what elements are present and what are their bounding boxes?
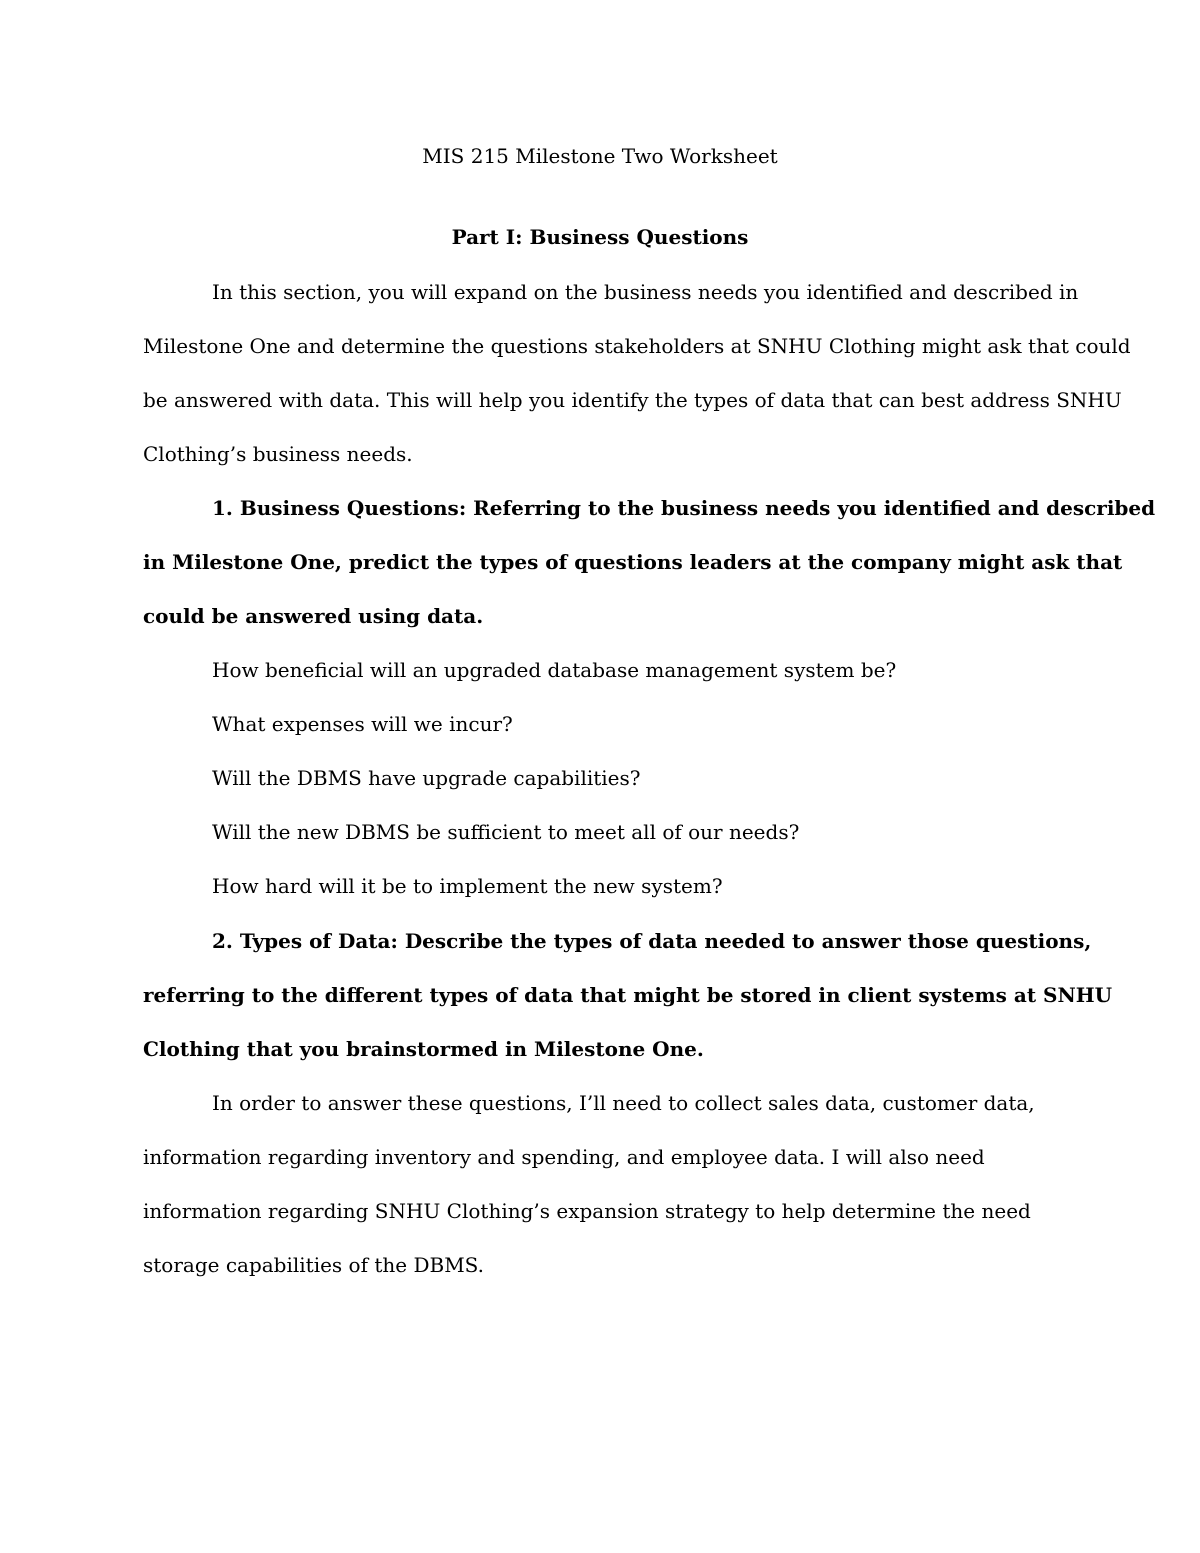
question-1-answer: How beneficial will an upgraded database management system be? — [212, 658, 897, 682]
question-1-answer: How hard will it be to implement the new system? — [212, 874, 723, 898]
question-1-answer: Will the DBMS have upgrade capabilities? — [212, 766, 641, 790]
question-1-answer: What expenses will we incur? — [212, 712, 513, 736]
question-2-prompt-line: referring to the different types of data that might be stored in client systems at SNHU — [143, 983, 1113, 1007]
document-title: MIS 215 Milestone Two Worksheet — [422, 144, 778, 168]
question-1-prompt-line: 1. Business Questions: Referring to the business needs you identified and described — [212, 496, 1156, 520]
question-2-prompt-line: 2. Types of Data: Describe the types of data needed to answer those questions, — [212, 929, 1092, 953]
part-heading: Part I: Business Questions — [451, 225, 749, 249]
question-2-answer-line: In order to answer these questions, I’ll need to collect sales data, customer data, — [212, 1091, 1035, 1115]
question-2-answer-line: storage capabilities of the DBMS. — [143, 1253, 485, 1277]
intro-line: Milestone One and determine the questions stakeholders at SNHU Clothing might ask that could — [143, 334, 1131, 358]
intro-line: be answered with data. This will help you identify the types of data that can best address SNHU — [143, 388, 1122, 412]
intro-line: Clothing’s business needs. — [143, 442, 413, 466]
question-2-prompt-line: Clothing that you brainstormed in Milestone One. — [143, 1037, 704, 1061]
question-2-answer-line: information regarding SNHU Clothing’s expansion strategy to help determine the need — [143, 1199, 1031, 1223]
question-1-prompt-line: in Milestone One, predict the types of questions leaders at the company might ask that — [143, 550, 1123, 574]
intro-line: In this section, you will expand on the business needs you identified and described in — [212, 280, 1079, 304]
question-2-answer-line: information regarding inventory and spending, and employee data. I will also need — [143, 1145, 985, 1169]
question-1-answer: Will the new DBMS be sufficient to meet all of our needs? — [212, 820, 800, 844]
question-1-prompt-line: could be answered using data. — [143, 604, 484, 628]
